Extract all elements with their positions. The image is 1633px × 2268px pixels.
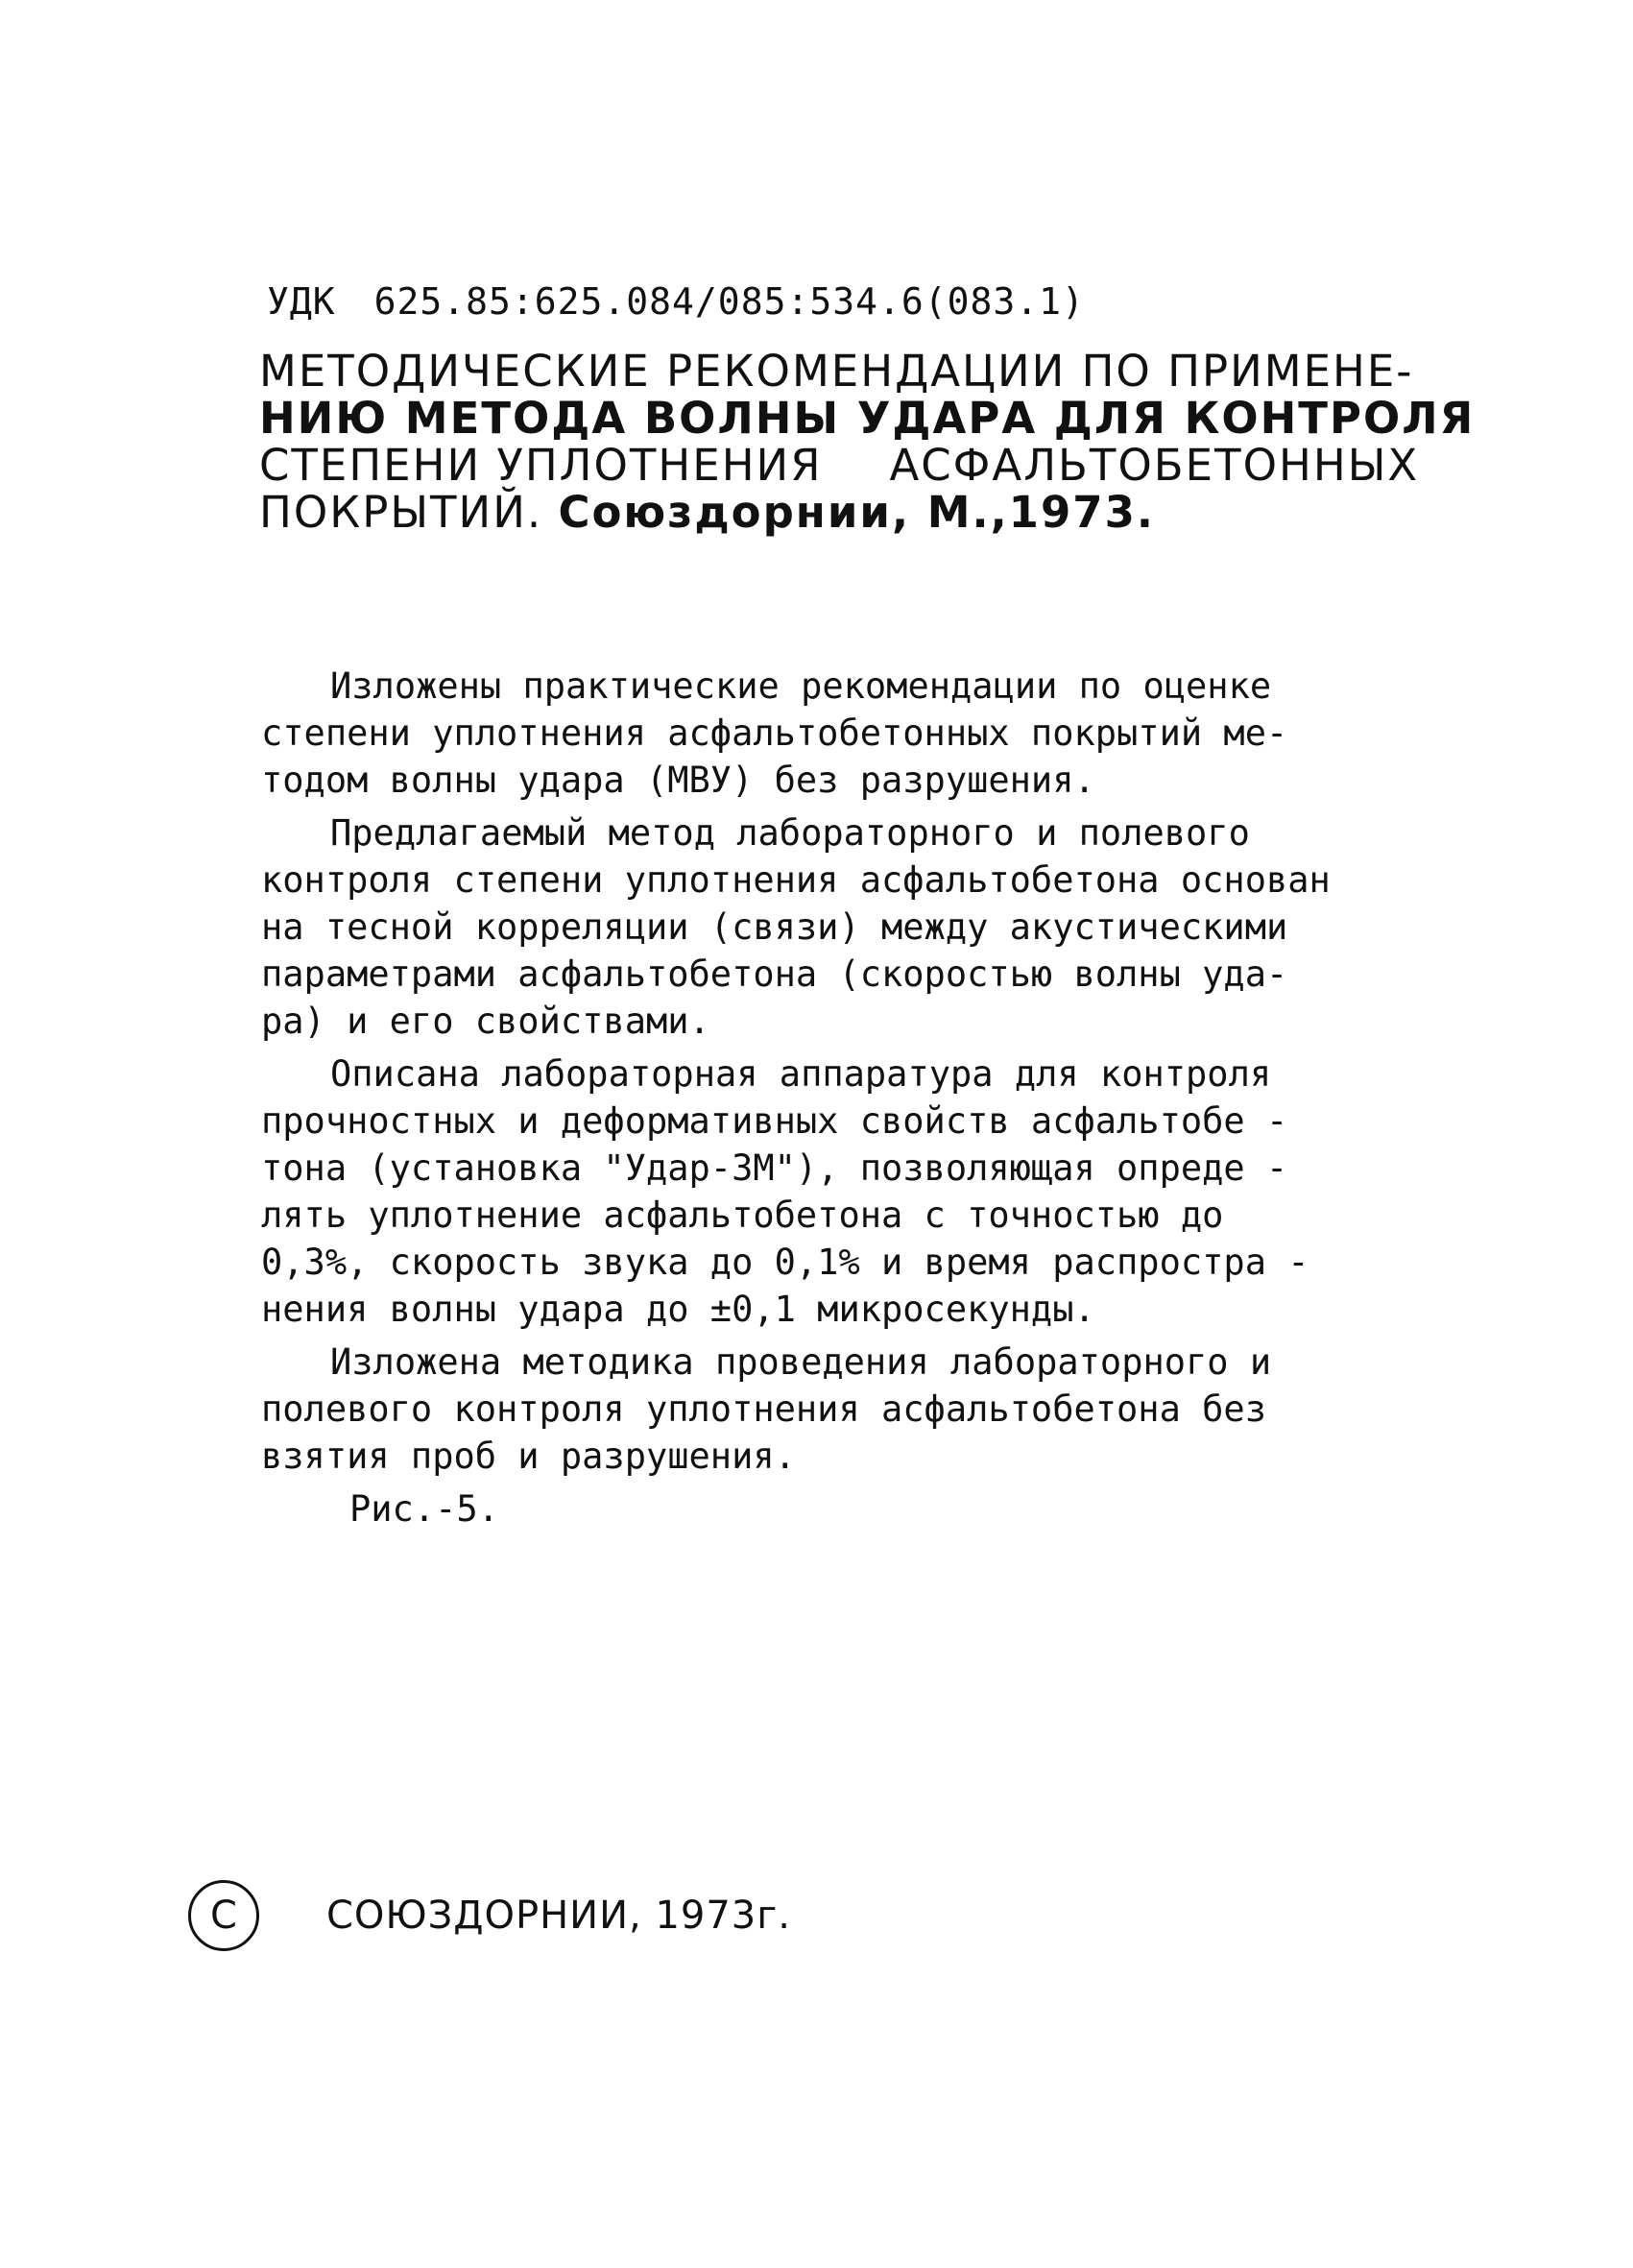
abstract-line: Изложена методика проведения лабораторного и (330, 1341, 1272, 1383)
abstract-paragraph-1 (261, 663, 1413, 804)
abstract-line: на тесной корреляции (связи) между акустическими (261, 906, 1288, 948)
abstract-line: тона (установка "Удар-3М"), позволяющая опреде - (261, 1147, 1288, 1189)
udk-label: УДК (267, 280, 336, 323)
abstract-line: тодом волны удара (МВУ) без разрушения. (261, 760, 1095, 801)
abstract-line: лять уплотнение асфальтобетона с точностью до (261, 1194, 1224, 1236)
abstract (261, 663, 1413, 1532)
title-line-4 (259, 489, 1411, 536)
document-title (259, 346, 1476, 538)
abstract-line: Предлагаемый метод лабораторного и полевого (330, 812, 1250, 854)
title-line-3 (259, 440, 1420, 491)
title-line-4-part-1: ПОКРЫТИЙ. (259, 487, 543, 538)
abstract-line: взятия проб и разрушения. (261, 1436, 796, 1477)
udk-code: 625.85:625.084/085:534.6(083.1) (373, 280, 1085, 323)
abstract-paragraph-2 (261, 809, 1413, 1045)
title-line-1: МЕТОДИЧЕСКИЕ РЕКОМЕНДАЦИИ ПО ПРИМЕНЕ- (259, 346, 1414, 397)
abstract-line: Изложены практические рекомендации по оценке (330, 665, 1272, 707)
title-line-2: НИЮ МЕТОДА ВОЛНЫ УДАРА ДЛЯ КОНТРОЛЯ (259, 393, 1476, 444)
copyright-notice (188, 1880, 791, 1951)
publisher-citation: Союздорнии, М.,1973. (558, 487, 1156, 538)
udk-classification (267, 280, 1085, 323)
abstract-paragraph-4 (261, 1339, 1413, 1480)
abstract-line: контроля степени уплотнения асфальтобетона основан (261, 859, 1331, 901)
copyright-text: СОЮЗДОРНИИ, 1973г. (326, 1894, 791, 1938)
abstract-line: 0,3%, скорость звука до 0,1% и время распростра - (261, 1242, 1309, 1283)
abstract-line: параметрами асфальтобетона (скоростью волны уда- (261, 953, 1288, 995)
copyright-icon: С (188, 1880, 259, 1951)
abstract-line: Описана лабораторная аппаратура для контроля (330, 1053, 1272, 1095)
abstract-line: ра) и его свойствами. (261, 1001, 710, 1042)
figure-count: Рис.-5. (349, 1488, 499, 1530)
abstract-line: нения волны удара до ±0,1 микросекунды. (261, 1289, 1095, 1330)
abstract-line: степени уплотнения асфальтобетонных покрытий ме- (261, 712, 1288, 754)
abstract-line: прочностных и деформативных свойств асфальтобе - (261, 1100, 1288, 1142)
abstract-paragraph-3 (261, 1050, 1413, 1333)
title-line-3-part-2: АСФАЛЬТОБЕТОННЫХ (889, 440, 1420, 491)
title-line-3-part-1: СТЕПЕНИ УПЛОТНЕНИЯ (259, 440, 823, 491)
abstract-line: полевого контроля уплотнения асфальтобетона без (261, 1388, 1266, 1430)
